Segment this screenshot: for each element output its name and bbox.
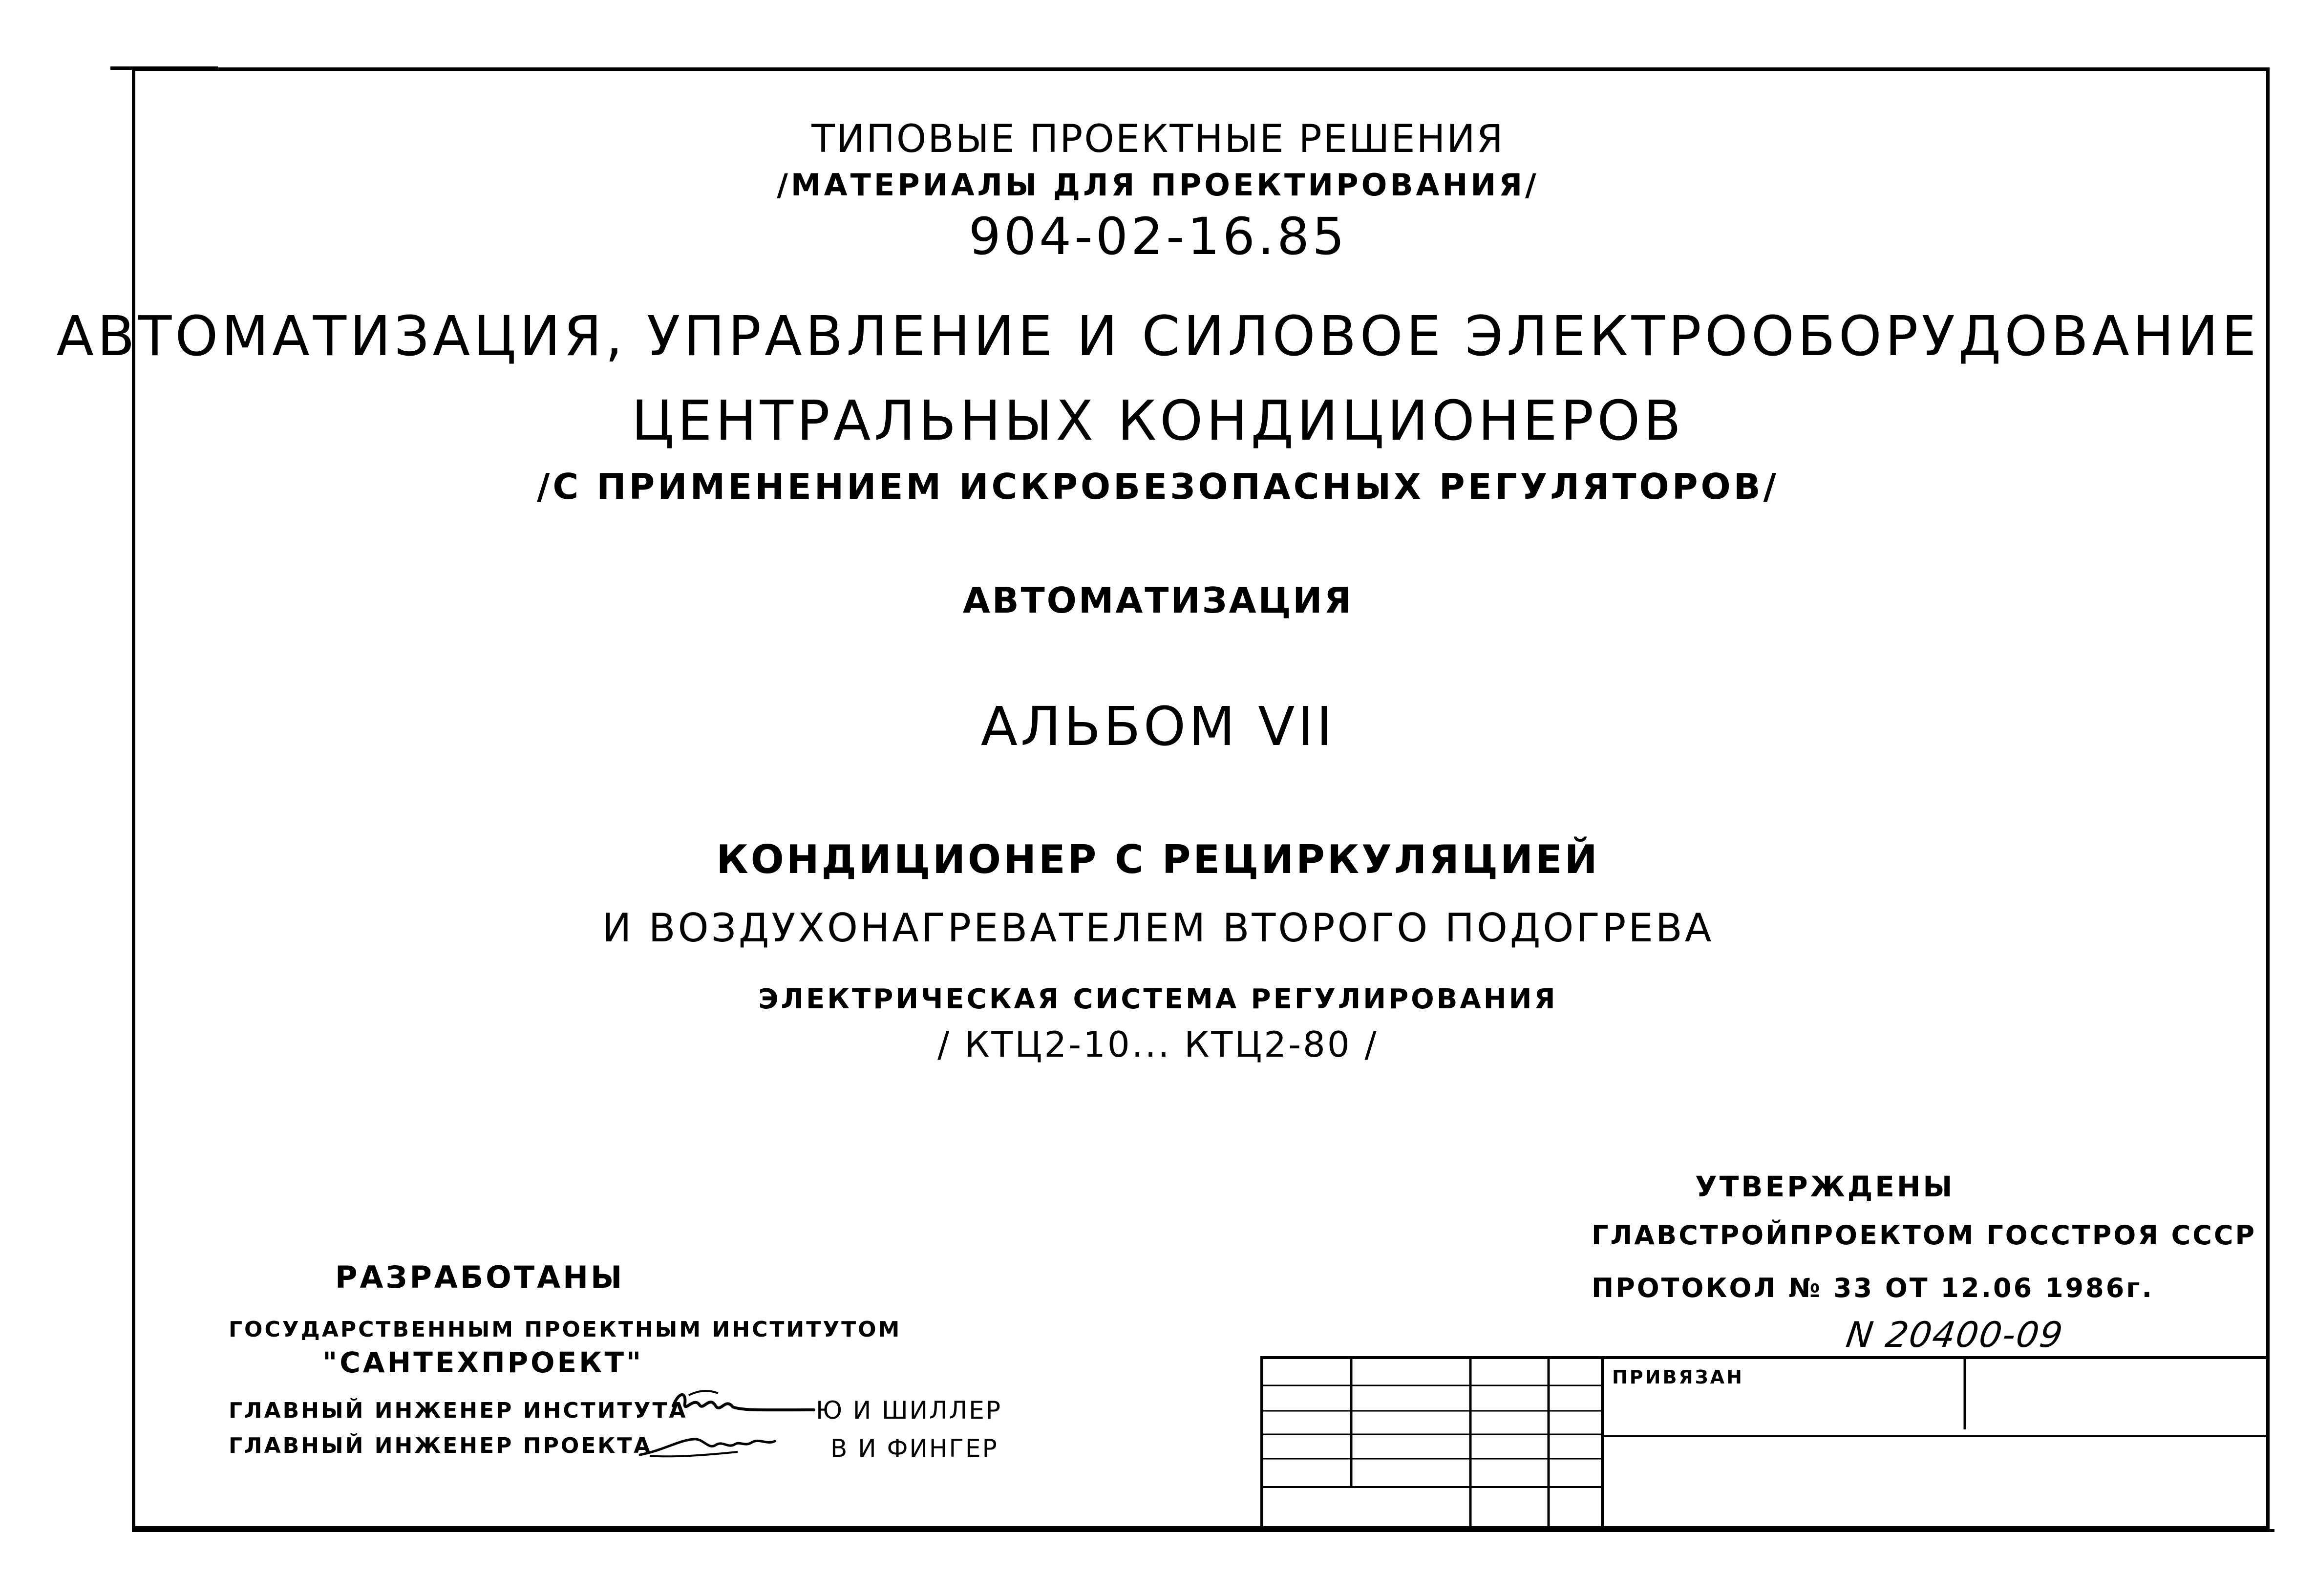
system-line: ЭЛЕКТРИЧЕСКАЯ СИСТЕМА РЕГУЛИРОВАНИЯ xyxy=(758,983,1558,1015)
engineer-1-signature xyxy=(669,1386,816,1421)
title-line-1: АВТОМАТИЗАЦИЯ, УПРАВЛЕНИЕ И СИЛОВОЕ ЭЛЕКТРООБОРУДОВАНИЕ xyxy=(56,305,2260,368)
section-title: АВТОМАТИЗАЦИЯ xyxy=(962,580,1354,621)
registration-number: N 20400-09 xyxy=(1844,1314,2066,1355)
approval-heading: УТВЕРЖДЕНЫ xyxy=(1695,1170,1955,1203)
engineer-1-role: ГЛАВНЫЙ ИНЖЕНЕР ИНСТИТУТА xyxy=(229,1398,688,1423)
title-line-2: ЦЕНТРАЛЬНЫХ КОНДИЦИОНЕРОВ xyxy=(631,389,1685,453)
engineer-2-signature xyxy=(635,1430,782,1460)
title-note: /С ПРИМЕНЕНИЕМ ИСКРОБЕЗОПАСНЫХ РЕГУЛЯТОРОВ/ xyxy=(537,466,1779,507)
drawing-frame xyxy=(132,67,2270,1530)
stamp-label-bound: ПРИВЯЗАН xyxy=(1612,1366,1744,1388)
engineer-2-role: ГЛАВНЫЙ ИНЖЕНЕР ПРОЕКТА xyxy=(229,1433,653,1458)
approval-protocol: ПРОТОКОЛ № 33 ОТ 12.06 1986г. xyxy=(1592,1273,2154,1303)
engineer-1-name: Ю И ШИЛЛЕР xyxy=(816,1396,1002,1425)
binding-stamp-table xyxy=(1260,1356,2270,1530)
subject-line-2: И ВОЗДУХОНАГРЕВАТЕЛЕМ ВТОРОГО ПОДОГРЕВА xyxy=(602,905,1714,951)
engineer-2-name: В И ФИНГЕР xyxy=(830,1434,999,1463)
series-note: /МАТЕРИАЛЫ ДЛЯ ПРОЕКТИРОВАНИЯ/ xyxy=(777,167,1539,203)
approval-organization: ГЛАВСТРОЙПРОЕКТОМ ГОССТРОЯ СССР xyxy=(1592,1220,2257,1251)
models-line: / КТЦ2-10... КТЦ2-80 / xyxy=(937,1024,1379,1065)
subject-line-1: КОНДИЦИОНЕР С РЕЦИРКУЛЯЦИЕЙ xyxy=(716,837,1600,882)
album-title: АЛЬБОМ VII xyxy=(980,695,1336,758)
developer-heading: РАЗРАБОТАНЫ xyxy=(335,1259,625,1295)
document-code: 904-02-16.85 xyxy=(968,207,1348,266)
series-line: ТИПОВЫЕ ПРОЕКТНЫЕ РЕШЕНИЯ xyxy=(811,117,1505,161)
developer-institute-name: "САНТЕХПРОЕКТ" xyxy=(322,1346,644,1379)
developer-institute-line: ГОСУДАРСТВЕННЫМ ПРОЕКТНЫМ ИНСТИТУТОМ xyxy=(229,1317,902,1342)
